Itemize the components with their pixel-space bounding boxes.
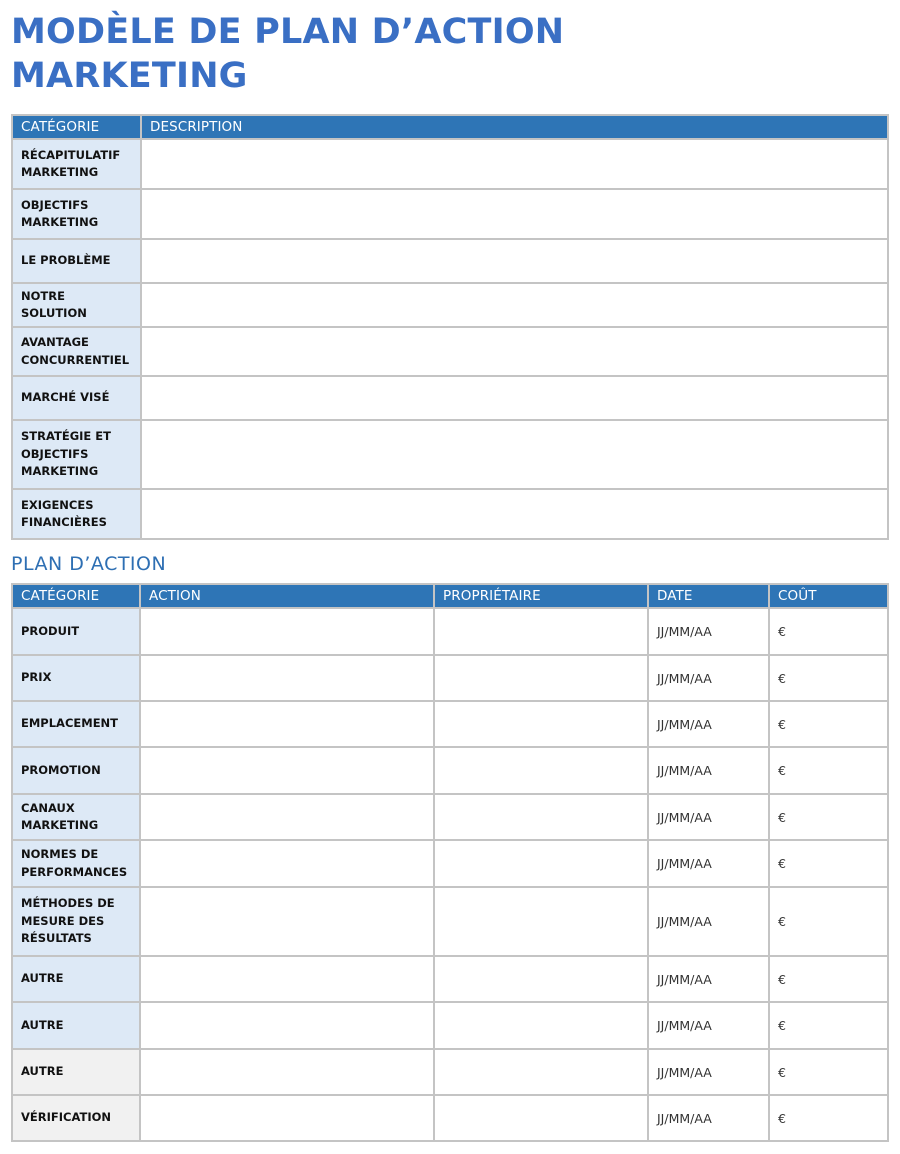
- table-row: [12, 608, 888, 655]
- description-cell[interactable]: [141, 420, 888, 489]
- date-cell[interactable]: JJ/MM/AA: [648, 956, 769, 1002]
- action-cell[interactable]: [140, 956, 434, 1002]
- table-row: [12, 189, 888, 239]
- owner-cell[interactable]: [434, 608, 648, 655]
- category-cell: VÉRIFICATION: [12, 1095, 140, 1141]
- table-row: [12, 887, 888, 956]
- table-row: [12, 489, 888, 539]
- category-cell: NOTRE SOLUTION: [12, 283, 141, 327]
- header-description: DESCRIPTION: [141, 115, 888, 139]
- date-cell[interactable]: JJ/MM/AA: [648, 747, 769, 794]
- owner-cell[interactable]: [434, 655, 648, 701]
- date-cell[interactable]: JJ/MM/AA: [648, 655, 769, 701]
- table-row: [12, 239, 888, 283]
- category-cell: CANAUX MARKETING: [12, 794, 140, 840]
- category-cell: STRATÉGIE ET OBJECTIFS MARKETING: [12, 420, 141, 489]
- cost-cell[interactable]: €: [769, 747, 888, 794]
- owner-cell[interactable]: [434, 794, 648, 840]
- category-cell: AVANTAGE CONCURRENTIEL: [12, 327, 141, 376]
- action-cell[interactable]: [140, 608, 434, 655]
- table-row: [12, 701, 888, 747]
- cost-cell[interactable]: €: [769, 840, 888, 887]
- table-row: [12, 139, 888, 189]
- date-cell[interactable]: JJ/MM/AA: [648, 1002, 769, 1049]
- section-title-action-plan: PLAN D’ACTION: [11, 553, 167, 575]
- action-cell[interactable]: [140, 1049, 434, 1095]
- summary-header-row: [12, 115, 888, 139]
- action-cell[interactable]: [140, 794, 434, 840]
- table-row: [12, 1049, 888, 1095]
- category-cell: PRIX: [12, 655, 140, 701]
- action-cell[interactable]: [140, 655, 434, 701]
- category-cell: PROMOTION: [12, 747, 140, 794]
- cost-cell[interactable]: €: [769, 1002, 888, 1049]
- description-cell[interactable]: [141, 489, 888, 539]
- date-cell[interactable]: JJ/MM/AA: [648, 1095, 769, 1141]
- header-category: CATÉGORIE: [12, 115, 141, 139]
- title-line-2: MARKETING: [11, 56, 248, 96]
- table-row: [12, 747, 888, 794]
- category-cell: OBJECTIFS MARKETING: [12, 189, 141, 239]
- date-cell[interactable]: JJ/MM/AA: [648, 608, 769, 655]
- description-cell[interactable]: [141, 327, 888, 376]
- table-row: [12, 420, 888, 489]
- category-cell: EXIGENCES FINANCIÈRES: [12, 489, 141, 539]
- description-cell[interactable]: [141, 189, 888, 239]
- category-cell: MARCHÉ VISÉ: [12, 376, 141, 420]
- date-cell[interactable]: JJ/MM/AA: [648, 794, 769, 840]
- owner-cell[interactable]: [434, 887, 648, 956]
- action-cell[interactable]: [140, 701, 434, 747]
- description-cell[interactable]: [141, 139, 888, 189]
- cost-cell[interactable]: €: [769, 794, 888, 840]
- owner-cell[interactable]: [434, 956, 648, 1002]
- table-row: [12, 1095, 888, 1141]
- date-cell[interactable]: JJ/MM/AA: [648, 1049, 769, 1095]
- category-cell: EMPLACEMENT: [12, 701, 140, 747]
- table-row: [12, 376, 888, 420]
- description-cell[interactable]: [141, 376, 888, 420]
- category-cell: AUTRE: [12, 1002, 140, 1049]
- category-cell: RÉCAPITULATIF MARKETING: [12, 139, 141, 189]
- action-cell[interactable]: [140, 840, 434, 887]
- date-cell[interactable]: JJ/MM/AA: [648, 887, 769, 956]
- owner-cell[interactable]: [434, 747, 648, 794]
- description-cell[interactable]: [141, 283, 888, 327]
- table-row: [12, 327, 888, 376]
- category-cell: NORMES DE PERFORMANCES: [12, 840, 140, 887]
- action-cell[interactable]: [140, 1002, 434, 1049]
- action-cell[interactable]: [140, 887, 434, 956]
- action-plan-table: [11, 583, 889, 1142]
- date-cell[interactable]: JJ/MM/AA: [648, 840, 769, 887]
- owner-cell[interactable]: [434, 701, 648, 747]
- table-row: [12, 956, 888, 1002]
- cost-cell[interactable]: €: [769, 887, 888, 956]
- cost-cell[interactable]: €: [769, 1095, 888, 1141]
- table-row: [12, 1002, 888, 1049]
- cost-cell[interactable]: €: [769, 1049, 888, 1095]
- owner-cell[interactable]: [434, 840, 648, 887]
- category-cell: AUTRE: [12, 956, 140, 1002]
- header-action: ACTION: [140, 584, 434, 608]
- date-cell[interactable]: JJ/MM/AA: [648, 701, 769, 747]
- header-cost: COÛT: [769, 584, 888, 608]
- owner-cell[interactable]: [434, 1095, 648, 1141]
- category-cell: PRODUIT: [12, 608, 140, 655]
- cost-cell[interactable]: €: [769, 956, 888, 1002]
- action-cell[interactable]: [140, 747, 434, 794]
- owner-cell[interactable]: [434, 1002, 648, 1049]
- cost-cell[interactable]: €: [769, 608, 888, 655]
- table-row: [12, 794, 888, 840]
- category-cell: AUTRE: [12, 1049, 140, 1095]
- cost-cell[interactable]: €: [769, 701, 888, 747]
- title-line-1: MODÈLE DE PLAN D’ACTION: [11, 12, 565, 52]
- action-header-row: [12, 584, 888, 608]
- description-cell[interactable]: [141, 239, 888, 283]
- category-cell: MÉTHODES DE MESURE DES RÉSULTATS: [12, 887, 140, 956]
- table-row: [12, 283, 888, 327]
- category-cell: LE PROBLÈME: [12, 239, 141, 283]
- action-cell[interactable]: [140, 1095, 434, 1141]
- page-title: [11, 10, 564, 98]
- header-owner: PROPRIÉTAIRE: [434, 584, 648, 608]
- header-category: CATÉGORIE: [12, 584, 140, 608]
- summary-table: [11, 114, 889, 540]
- cost-cell[interactable]: €: [769, 655, 888, 701]
- header-date: DATE: [648, 584, 769, 608]
- owner-cell[interactable]: [434, 1049, 648, 1095]
- table-row: [12, 655, 888, 701]
- table-row: [12, 840, 888, 887]
